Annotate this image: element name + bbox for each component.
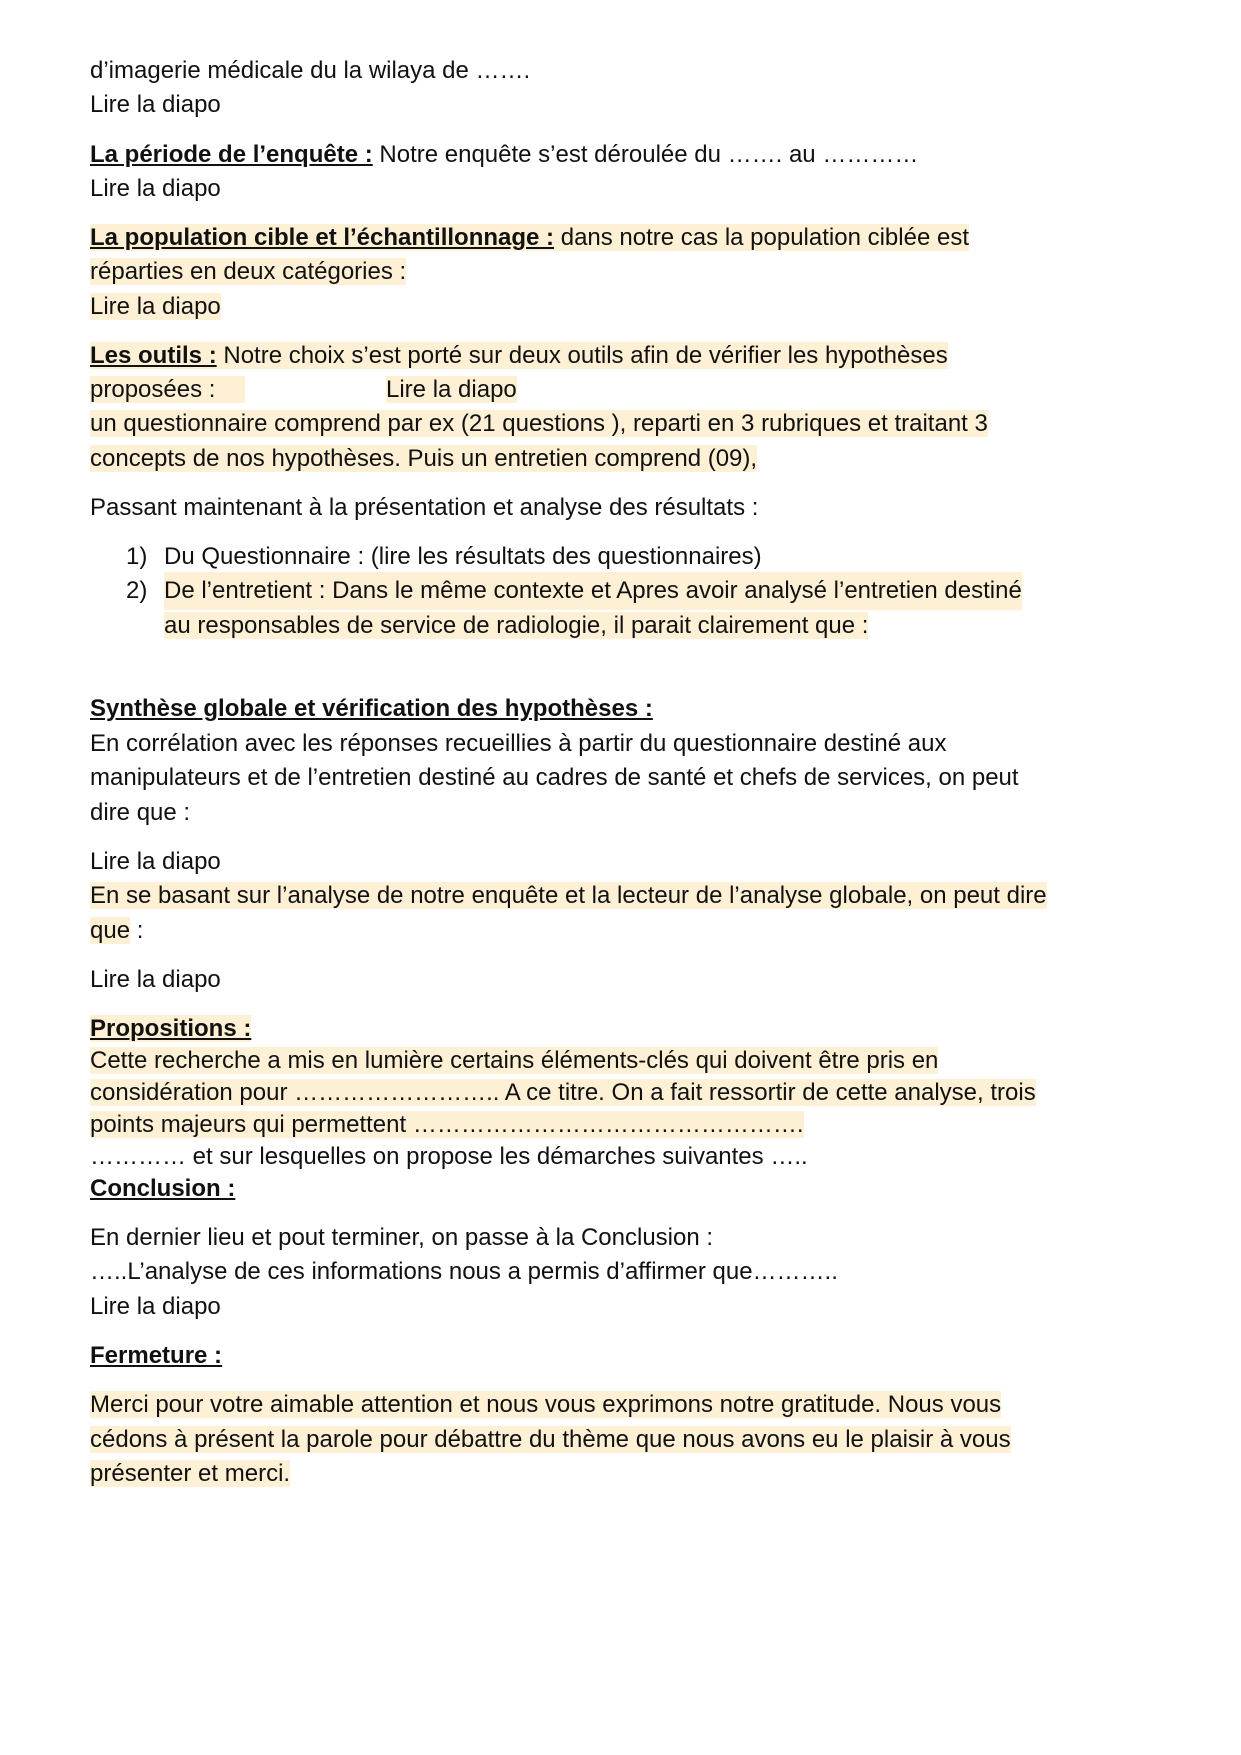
list-item xyxy=(126,572,1022,610)
text-line xyxy=(90,489,758,527)
line-text: ………… et sur lesquelles on propose les démarches suivantes ….. xyxy=(90,1143,808,1170)
line-text: cédons à présent la parole pour débattre du thème que nous avons eu le plaisir à vous xyxy=(90,1426,1011,1453)
text-line xyxy=(90,1219,713,1257)
text-line xyxy=(90,1253,838,1291)
line-text: Lire la diapo xyxy=(90,966,221,993)
text-line xyxy=(386,371,517,409)
text-line xyxy=(90,1421,1011,1459)
line-text: dans notre cas la population ciblée est xyxy=(554,224,969,251)
text-line xyxy=(90,405,988,443)
line-text: Lire la diapo xyxy=(90,293,221,320)
line-text: …..L’analyse de ces informations nous a permis d’affirmer que……….. xyxy=(90,1258,838,1285)
section-population xyxy=(90,219,969,257)
text-line xyxy=(90,1288,221,1326)
line-text: Merci pour votre aimable attention et nous vous exprimons notre gratitude. Nous vous xyxy=(90,1391,1002,1418)
line-text: Lire la diapo xyxy=(90,848,221,875)
section-synthese xyxy=(90,690,653,728)
line-text: points majeurs qui permettent …………………………………………. xyxy=(90,1111,804,1138)
text-line xyxy=(90,86,221,124)
line-text: dire que : xyxy=(90,799,191,826)
line-text: Notre enquête s’est déroulée du ……. au ………… xyxy=(372,141,919,168)
list-item-continuation xyxy=(164,607,868,645)
text-line xyxy=(90,440,757,478)
line-text: Passant maintenant à la présentation et analyse des résultats : xyxy=(90,494,759,521)
line-text: réparties en deux catégories : xyxy=(90,258,407,285)
text-line xyxy=(90,371,245,409)
heading-periode: La période de l’enquête : xyxy=(90,141,373,168)
list-item xyxy=(126,538,762,576)
list-text: De l’entretient : Dans le même contexte et Apres avoir analysé l’entretien destiné xyxy=(164,572,1022,610)
line-text: En dernier lieu et pout terminer, on passe à la Conclusion : xyxy=(90,1224,714,1251)
line-text: concepts de nos hypothèses. Puis un entretien comprend (09), xyxy=(90,445,758,472)
text-line xyxy=(90,912,143,950)
line-text: proposées : xyxy=(90,376,245,403)
line-text: Lire la diapo xyxy=(386,376,517,403)
list-text: Du Questionnaire : (lire les résultats des questionnaires) xyxy=(164,543,762,570)
line-text: que xyxy=(90,917,131,944)
heading-conclusion: Conclusion : xyxy=(90,1175,236,1202)
text-line xyxy=(90,961,221,999)
line-text: d’imagerie médicale du la wilaya de ……. xyxy=(90,57,531,84)
section-conclusion xyxy=(90,1170,235,1208)
list-number: 1) xyxy=(126,543,148,570)
heading-fermeture: Fermeture : xyxy=(90,1342,223,1369)
heading-propositions: Propositions : xyxy=(90,1015,252,1042)
text-line xyxy=(90,1386,1001,1424)
list-number: 2) xyxy=(126,577,148,604)
text-line xyxy=(90,52,530,90)
text-line xyxy=(90,725,947,763)
line-text: considération pour …………………….. A ce titre. On a fait ressortir de cette analyse, trois xyxy=(90,1079,1036,1106)
line-text: Notre choix s’est porté sur deux outils afin de vérifier les hypothèses xyxy=(216,342,948,369)
line-text: un questionnaire comprend par ex (21 questions ), reparti en 3 rubriques et traitant 3 xyxy=(90,410,988,437)
line-text: : xyxy=(130,917,144,944)
line-text: Lire la diapo xyxy=(90,91,221,118)
section-fermeture xyxy=(90,1337,222,1375)
section-periode xyxy=(90,136,918,174)
text-line xyxy=(90,843,221,881)
heading-population: La population cible et l’échantillonnage : xyxy=(90,224,555,251)
line-text: manipulateurs et de l’entretien destiné au cadres de santé et chefs de services, on peut xyxy=(90,764,1019,791)
text-line xyxy=(90,1455,290,1493)
line-text: En se basant sur l’analyse de notre enquête et la lecteur de l’analyse globale, on peut dire xyxy=(90,882,1047,909)
line-text: Lire la diapo xyxy=(90,1293,221,1320)
section-outils xyxy=(90,337,948,375)
text-line xyxy=(90,759,1019,797)
line-text: Cette recherche a mis en lumière certains éléments-clés qui doivent être pris en xyxy=(90,1047,939,1074)
text-line xyxy=(90,877,1047,915)
line-text: En corrélation avec les réponses recueillies à partir du questionnaire destiné aux xyxy=(90,730,947,757)
text-line xyxy=(90,170,221,208)
text-line xyxy=(90,253,406,291)
list-text: au responsables de service de radiologie, il parait clairement que : xyxy=(164,612,869,639)
text-line xyxy=(90,794,190,832)
text-line xyxy=(90,288,221,326)
heading-outils: Les outils : xyxy=(90,342,217,369)
line-text: Lire la diapo xyxy=(90,175,221,202)
heading-synthese: Synthèse globale et vérification des hypothèses : xyxy=(90,695,653,722)
line-text: présenter et merci. xyxy=(90,1460,291,1487)
